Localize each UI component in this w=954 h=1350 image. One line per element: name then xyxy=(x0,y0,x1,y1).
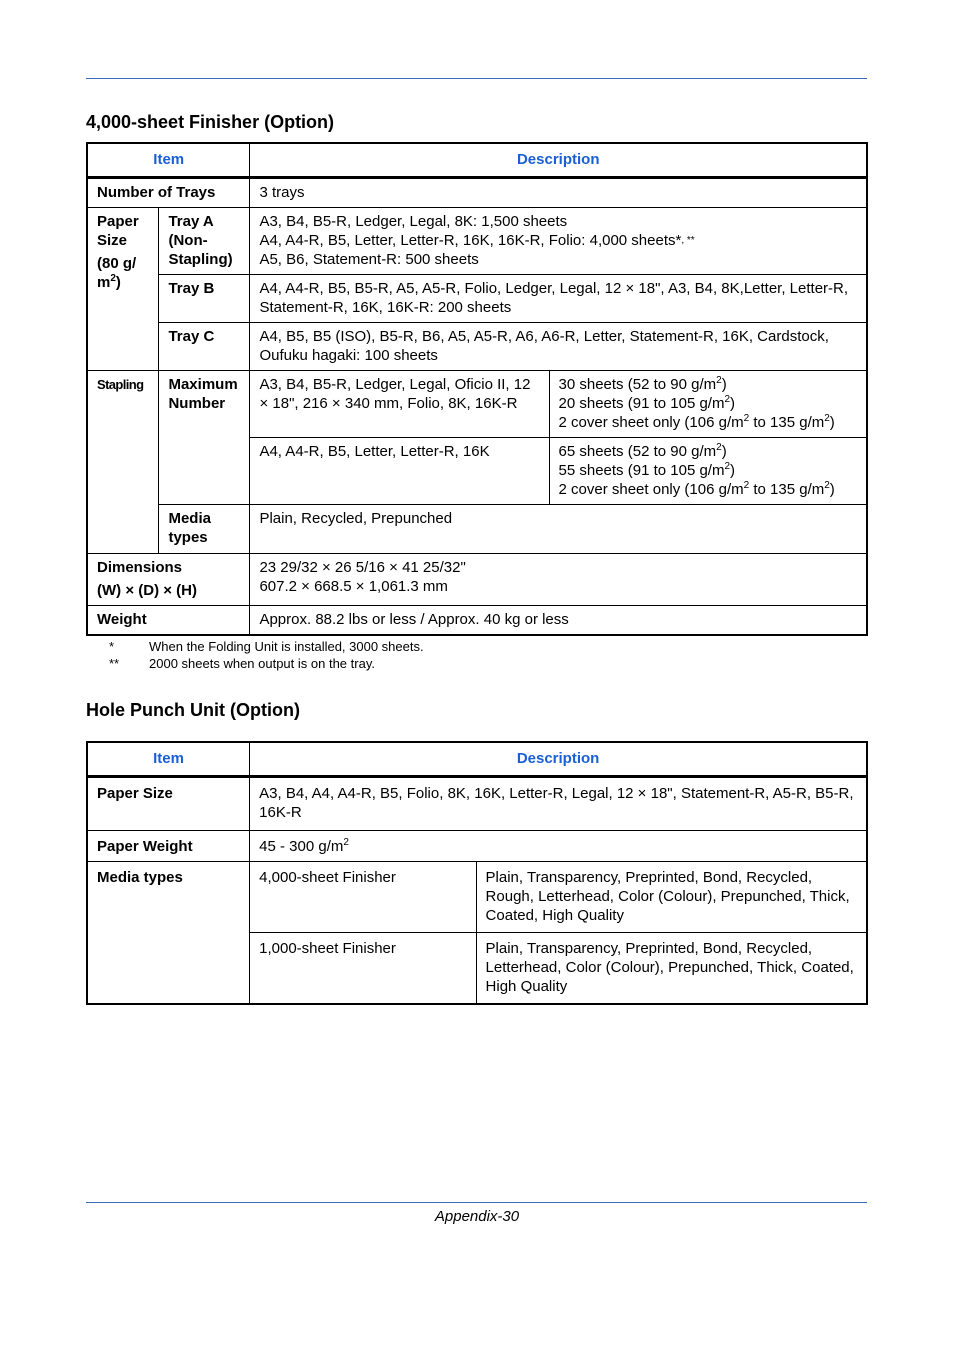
media-types-label xyxy=(159,505,250,554)
dimensions-label-line: (W) × (D) × (H) xyxy=(97,582,197,599)
sheet-text: to 135 g/m xyxy=(749,414,825,431)
sheet-limit-line xyxy=(559,413,857,432)
sheet-text: ) xyxy=(721,443,727,460)
finisher-section-title: 4,000-sheet Finisher (Option) xyxy=(86,112,335,132)
sheet-text: ) xyxy=(730,395,736,412)
tray-c-label: Tray C xyxy=(159,323,250,371)
media-4000-value: Plain, Transparency, Preprinted, Bond, Recycled, Rough, Letterhead, Color (Colour), Prepunched, Thick, Coated, High Quality xyxy=(476,862,867,933)
table-row xyxy=(87,554,867,606)
sheet-text: 55 sheets (91 to 105 g/m xyxy=(558,462,725,479)
tray-b-label: Tray B xyxy=(159,275,250,323)
paper-size-label-line: Size xyxy=(97,232,128,249)
header-item: Item xyxy=(87,742,250,777)
superscript: 2 xyxy=(343,837,349,848)
media-1000-value: Plain, Transparency, Preprinted, Bond, Recycled, Letterhead, Color (Colour), Prepunched, Thick, Coated, High Quality xyxy=(476,933,867,1005)
max-group2-sizes: A4, A4-R, B5, Letter, Letter-R, 16K xyxy=(250,438,549,505)
sheet-text: to 135 g/m xyxy=(749,481,825,498)
table-header-row xyxy=(87,143,867,178)
dimensions-line: 607.2 × 668.5 × 1,061.3 mm xyxy=(259,578,448,595)
header-description: Description xyxy=(250,742,867,777)
table-row xyxy=(87,323,867,371)
table-row xyxy=(87,208,867,275)
number-of-trays-label: Number of Trays xyxy=(87,178,250,208)
paper-size-label-line xyxy=(97,273,149,292)
footnote-mark: ** xyxy=(109,656,120,671)
dimensions-value xyxy=(250,554,867,606)
tray-a-label-line: Tray A xyxy=(168,213,214,230)
tray-a-line: A5, B6, Statement-R: 500 sheets xyxy=(259,251,479,268)
paper-weight-value xyxy=(250,831,867,862)
superscript: 2 xyxy=(743,480,750,491)
paper-size-label-line: (80 g/ xyxy=(97,255,137,272)
media-types-label: Media types xyxy=(87,862,250,1005)
max-group2-sheets xyxy=(549,438,867,505)
footer-rule xyxy=(86,1202,867,1203)
punch-spec-table xyxy=(86,741,868,1005)
weight-value: Approx. 88.2 lbs or less / Approx. 40 kg or less xyxy=(250,606,867,636)
footnote-ref: , ** xyxy=(681,235,695,246)
sheet-text: 65 sheets (52 to 90 g/m xyxy=(558,443,717,460)
tray-b-value: A4, A4-R, B5, B5-R, A5, A5-R, Folio, Ledger, Legal, 12 × 18", A3, B4, 8K,Letter, Letter-R, Statement-R, 16K, 16K-R: 200 sheets xyxy=(250,275,867,323)
header-description: Description xyxy=(250,143,867,178)
tray-a-label-line: Stapling) xyxy=(168,251,233,268)
header-rule xyxy=(86,78,867,79)
paper-size-label-line: Paper xyxy=(97,213,139,230)
superscript: 2 xyxy=(716,442,722,453)
footnote-1-text: When the Folding Unit is installed, 3000 sheets. xyxy=(149,639,424,654)
table-row xyxy=(87,275,867,323)
table-row xyxy=(87,862,867,933)
table-row xyxy=(87,178,867,208)
superscript: 2 xyxy=(824,413,830,424)
superscript: 2 xyxy=(724,461,731,472)
stapling-label: Stapling xyxy=(87,371,159,554)
table-header-row xyxy=(87,742,867,777)
media-types-label-line: Media xyxy=(168,510,211,527)
tray-a-label xyxy=(159,208,250,275)
dimensions-label xyxy=(87,554,250,606)
unit-text: m xyxy=(97,274,111,291)
superscript: 2 xyxy=(110,273,116,284)
tray-c-value: A4, B5, B5 (ISO), B5-R, B6, A5, A5-R, A6, A6-R, Letter, Statement-R, 16K, Cardstock, Oufuku hagaki: 100 sheets xyxy=(250,323,867,371)
tray-a-text: A4, A4-R, B5, Letter, Letter-R, 16K, 16K-R, Folio: 4,000 sheets* xyxy=(259,232,682,249)
table-row xyxy=(87,831,867,862)
superscript: 2 xyxy=(743,413,750,424)
footnote-2-text: 2000 sheets when output is on the tray. xyxy=(149,656,375,671)
unit-text: ) xyxy=(115,274,121,291)
paper-weight-text: 45 - 300 g/m xyxy=(259,838,344,855)
table-row xyxy=(87,505,867,554)
maximum-number-label-line: Number xyxy=(168,395,226,412)
maximum-number-label xyxy=(159,371,250,505)
sheet-text: 2 cover sheet only (106 g/m xyxy=(558,414,744,431)
tray-a-label-line: (Non- xyxy=(168,232,208,249)
paper-size-value: A3, B4, A4, A4-R, B5, Folio, 8K, 16K, Letter-R, Legal, 12 × 18", Statement-R, A5-R, B5-R, 16K-R xyxy=(250,777,867,831)
media-types-value: Plain, Recycled, Prepunched xyxy=(250,505,867,554)
tray-a-value xyxy=(250,208,867,275)
table-row xyxy=(87,777,867,831)
number-of-trays-value: 3 trays xyxy=(250,178,867,208)
sheet-limit-line xyxy=(559,375,857,394)
footnote-1 xyxy=(109,639,114,654)
superscript: 2 xyxy=(716,375,722,386)
header-item: Item xyxy=(87,143,250,178)
page-number: Appendix-30 xyxy=(434,1208,520,1225)
sheet-limit-line xyxy=(559,480,857,499)
paper-size-label: Paper Size xyxy=(87,777,250,831)
paper-weight-label: Paper Weight xyxy=(87,831,250,862)
dimensions-label-line: Dimensions xyxy=(97,559,183,576)
footnote-2 xyxy=(109,656,119,671)
sheet-text: 30 sheets (52 to 90 g/m xyxy=(558,376,717,393)
media-1000-label: 1,000-sheet Finisher xyxy=(250,933,476,1005)
sheet-text: 20 sheets (91 to 105 g/m xyxy=(558,395,725,412)
sheet-limit-line xyxy=(559,394,857,413)
paper-size-label xyxy=(87,208,159,371)
max-group1-sizes: A3, B4, B5-R, Ledger, Legal, Oficio II, 12 × 18", 216 × 340 mm, Folio, 8K, 16K-R xyxy=(250,371,549,438)
weight-label: Weight xyxy=(87,606,250,636)
media-4000-label: 4,000-sheet Finisher xyxy=(250,862,476,933)
footnote-mark: * xyxy=(109,639,115,654)
media-types-label-line: types xyxy=(168,529,208,546)
max-group1-sheets xyxy=(549,371,867,438)
tray-a-line: A3, B4, B5-R, Ledger, Legal, 8K: 1,500 sheets xyxy=(259,213,568,230)
sheet-text: ) xyxy=(829,481,835,498)
finisher-spec-table xyxy=(86,142,868,636)
punch-section-title: Hole Punch Unit (Option) xyxy=(86,700,300,720)
sheet-text: ) xyxy=(829,414,835,431)
sheet-text: 2 cover sheet only (106 g/m xyxy=(558,481,744,498)
superscript: 2 xyxy=(724,394,731,405)
maximum-number-label-line: Maximum xyxy=(168,376,238,393)
sheet-limit-line xyxy=(559,461,857,480)
sheet-text: ) xyxy=(721,376,727,393)
dimensions-line: 23 29/32 × 26 5/16 × 41 25/32" xyxy=(259,559,466,576)
sheet-limit-line xyxy=(559,442,857,461)
tray-a-line xyxy=(259,231,857,250)
superscript: 2 xyxy=(824,480,830,491)
sheet-text: ) xyxy=(730,462,736,479)
table-row xyxy=(87,371,867,438)
table-row xyxy=(87,606,867,636)
